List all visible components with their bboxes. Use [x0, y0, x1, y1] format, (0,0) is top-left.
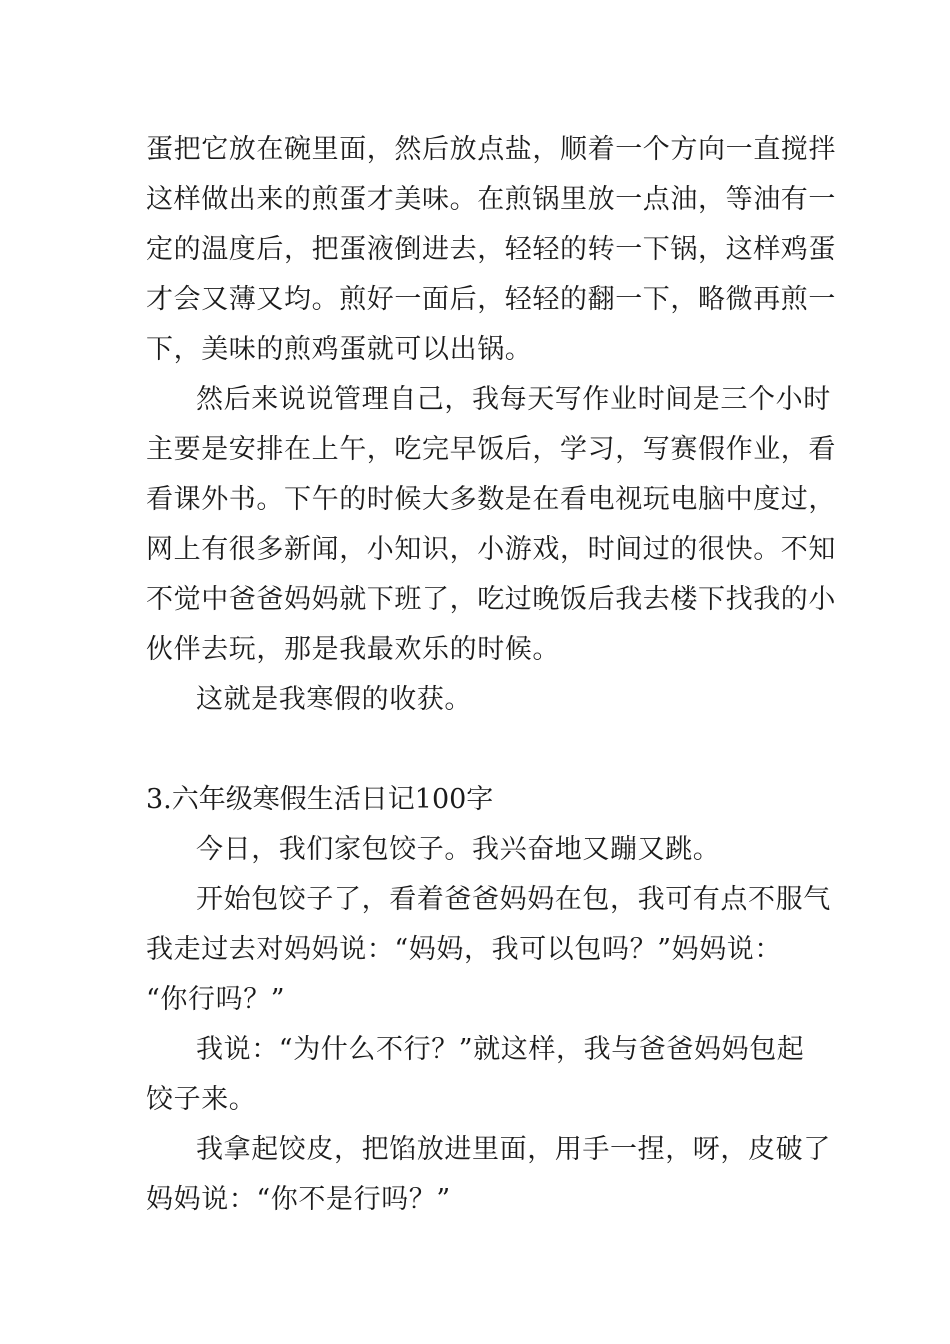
paragraph-line: 伙伴去玩，那是我最欢乐的时候。 — [146, 634, 560, 665]
paragraph-line: 妈妈说：“你不是行吗？” — [146, 1184, 451, 1215]
paragraph-line: 开始包饺子了，看着爸爸妈妈在包，我可有点不服气 — [196, 884, 831, 915]
paragraph-line: 蛋把它放在碗里面，然后放点盐，顺着一个方向一直搅拌 — [146, 134, 836, 165]
paragraph-line: 网上有很多新闻，小知识，小游戏，时间过的很快。不知 — [146, 534, 836, 565]
paragraph-line: 看课外书。下午的时候大多数是在看电视玩电脑中度过， — [146, 484, 836, 515]
paragraph-line: 然后来说说管理自己，我每天写作业时间是三个小时 — [196, 384, 831, 415]
paragraph-line: 不觉中爸爸妈妈就下班了，吃过晚饭后我去楼下找我的小 — [146, 584, 836, 615]
section-heading: 3.六年级寒假生活日记100字 — [146, 784, 494, 815]
paragraph-line: “你行吗？” — [146, 984, 286, 1015]
paragraph-line: 这样做出来的煎蛋才美味。在煎锅里放一点油，等油有一 — [146, 184, 836, 215]
paragraph-line: 我拿起饺皮，把馅放进里面，用手一捏，呀，皮破了 — [196, 1134, 831, 1165]
paragraph-line: 我走过去对妈妈说：“妈妈，我可以包吗？”妈妈说： — [146, 934, 783, 965]
paragraph-line: 我说：“为什么不行？”就这样，我与爸爸妈妈包起 — [196, 1034, 805, 1065]
paragraph-line: 才会又薄又均。煎好一面后，轻轻的翻一下，略微再煎一 — [146, 284, 836, 315]
paragraph-line: 下，美味的煎鸡蛋就可以出锅。 — [146, 334, 533, 365]
paragraph-line: 今日，我们家包饺子。我兴奋地又蹦又跳。 — [196, 834, 721, 865]
paragraph-line: 饺子来。 — [146, 1084, 257, 1115]
paragraph-line: 定的温度后，把蛋液倒进去，轻轻的转一下锅，这样鸡蛋 — [146, 234, 836, 265]
paragraph-line: 这就是我寒假的收获。 — [196, 684, 472, 715]
paragraph-line: 主要是安排在上午，吃完早饭后，学习，写赛假作业，看 — [146, 434, 836, 465]
